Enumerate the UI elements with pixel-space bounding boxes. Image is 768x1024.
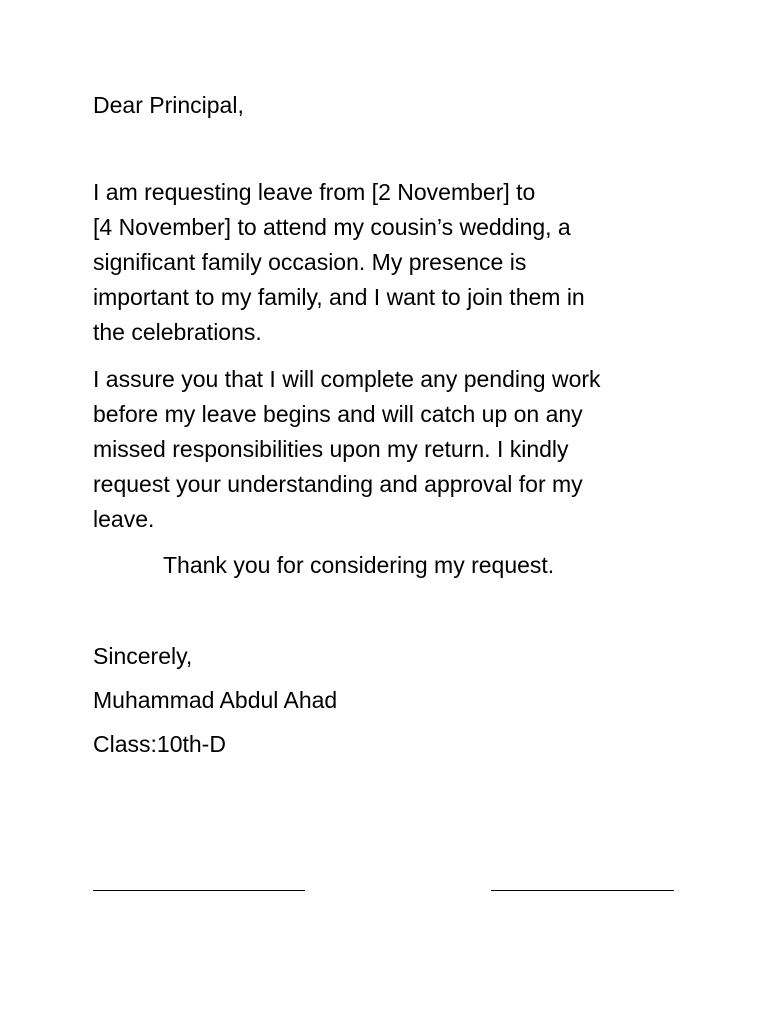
paragraph-line: significant family occasion. My presence is bbox=[93, 249, 527, 275]
assurance-paragraph bbox=[93, 362, 601, 537]
request-paragraph bbox=[93, 175, 585, 350]
paragraph-line: before my leave begins and will catch up on any bbox=[93, 401, 583, 427]
paragraph-line: leave. bbox=[93, 506, 155, 532]
signoff: Sincerely, bbox=[93, 643, 193, 669]
signature-line-left bbox=[93, 890, 305, 891]
paragraph-line: important to my family, and I want to join them in bbox=[93, 284, 585, 310]
signature-line-right bbox=[491, 890, 674, 891]
sender-name: Muhammad Abdul Ahad bbox=[93, 687, 338, 713]
paragraph-line: the celebrations. bbox=[93, 319, 262, 345]
letter-greeting: Dear Principal, bbox=[93, 92, 244, 118]
paragraph-line: [4 November] to attend my cousin’s wedding, a bbox=[93, 214, 571, 240]
sender-class: Class:10th-D bbox=[93, 731, 226, 757]
paragraph-line: request your understanding and approval for my bbox=[93, 471, 583, 497]
paragraph-line: missed responsibilities upon my return. I kindly bbox=[93, 436, 569, 462]
thank-you-line: Thank you for considering my request. bbox=[163, 552, 555, 578]
paragraph-line: I assure you that I will complete any pending work bbox=[93, 366, 601, 392]
paragraph-line: I am requesting leave from [2 November] to bbox=[93, 179, 536, 205]
